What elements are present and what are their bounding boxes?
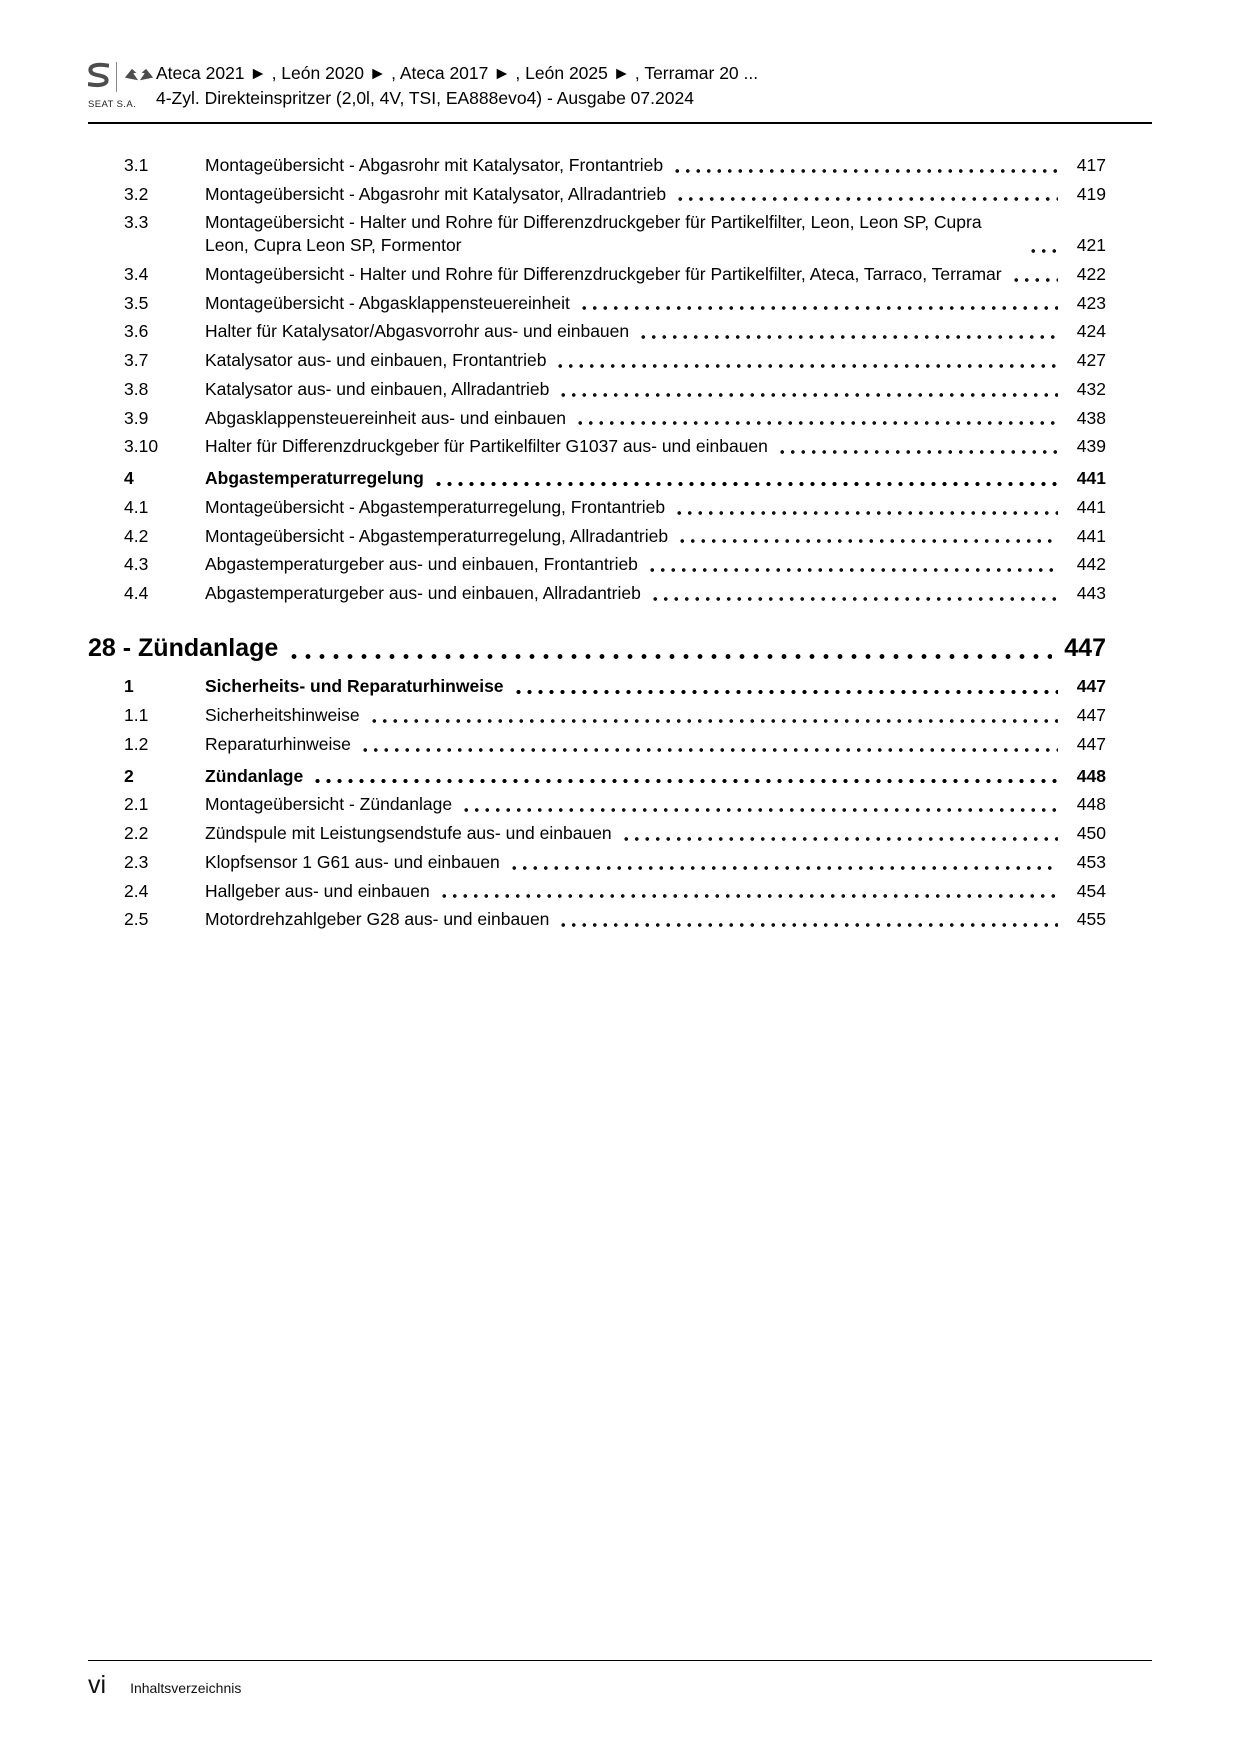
toc xyxy=(88,154,1152,931)
toc-entry-number: 3.3 xyxy=(124,212,149,233)
toc-entry-page: 417 xyxy=(1076,154,1106,175)
toc-entry-page: 438 xyxy=(1076,407,1106,428)
toc-entry-page: 443 xyxy=(1076,583,1106,603)
dot-leader xyxy=(433,481,1058,487)
toc-entry-number: 2.4 xyxy=(124,880,149,901)
toc-entry-title: 28 - Zündanlage xyxy=(88,633,279,662)
toc-entry-page: 422 xyxy=(1076,263,1106,284)
toc-entry xyxy=(88,211,1106,257)
toc-entry-title: Katalysator aus- und einbauen, Frontantrieb xyxy=(205,350,547,370)
toc-entry-number: 4 xyxy=(124,468,134,488)
toc-entry xyxy=(88,183,1106,206)
dot-leader xyxy=(558,392,1058,398)
toc-entry-number: 3.8 xyxy=(124,378,149,399)
dot-leader xyxy=(621,836,1058,842)
toc-entry-number: 2.1 xyxy=(124,794,149,815)
toc-entry-number: 3.4 xyxy=(124,263,149,284)
toc-entry-title: Zündanlage xyxy=(205,765,304,786)
toc-entry-title: Reparaturhinweise xyxy=(205,733,351,754)
dot-leader xyxy=(777,449,1058,455)
dot-leader xyxy=(461,807,1058,813)
toc-entry-title: Montageübersicht - Halter und Rohre für Differenzdruckgeber für Partikelfilter, Ateca, Tarraco, Terramar xyxy=(205,263,1002,284)
toc-entry-page: 447 xyxy=(1076,676,1106,697)
header-subtitle: 4-Zyl. Direkteinspritzer (2,0l, 4V, TSI, EA888evo4) - Ausgabe 07.2024 xyxy=(156,88,694,109)
dot-leader xyxy=(575,420,1058,426)
toc-entry-title: Montageübersicht - Abgasrohr mit Katalysator, Allradantrieb xyxy=(205,183,667,204)
dot-leader xyxy=(555,363,1058,369)
toc-entry-number: 1.2 xyxy=(124,733,149,754)
dot-leader xyxy=(677,538,1058,544)
dot-leader xyxy=(647,567,1058,573)
toc-entry-page: 441 xyxy=(1076,525,1106,546)
dot-leader xyxy=(1011,277,1058,283)
page-footer xyxy=(88,1660,1152,1700)
brand-block xyxy=(88,60,156,110)
header-models-line: Ateca 2021 ► , León 2020 ► , Ateca 2017 ► , León 2025 ► , Terramar 20 ... xyxy=(156,63,759,83)
toc-chapter-heading xyxy=(88,632,1106,665)
toc-entry-page: 450 xyxy=(1076,823,1106,843)
toc-entry xyxy=(88,378,1106,401)
brand-label: SEAT S.A. xyxy=(88,99,137,110)
toc-entry xyxy=(88,793,1106,816)
toc-entry-page: 453 xyxy=(1076,851,1106,872)
cupra-logo-icon xyxy=(124,67,154,88)
toc-entry-number: 2 xyxy=(124,765,134,786)
toc-entry-title: Sicherheitshinweise xyxy=(205,705,360,725)
toc-entry-number: 4.3 xyxy=(124,554,149,575)
toc-entry-title: Klopfsensor 1 G61 aus- und einbauen xyxy=(205,851,500,872)
dot-leader xyxy=(513,689,1058,695)
dot-leader xyxy=(287,653,1052,660)
dot-leader xyxy=(672,168,1058,174)
toc-entry xyxy=(88,553,1106,576)
toc-entry xyxy=(88,880,1106,903)
toc-entry-page: 439 xyxy=(1076,436,1106,457)
toc-entry-page: 419 xyxy=(1076,183,1106,204)
toc-entry-page: 455 xyxy=(1076,909,1106,930)
toc-entry-title: Montageübersicht - Abgastemperaturregelung, Frontantrieb xyxy=(205,496,666,517)
toc-entry-page: 427 xyxy=(1076,350,1106,370)
toc-entry-number: 3.2 xyxy=(124,183,149,204)
header-rule xyxy=(88,122,1152,124)
toc-entry-title: Hallgeber aus- und einbauen xyxy=(205,880,430,901)
toc-entry-number: 4.4 xyxy=(124,583,149,603)
dot-leader xyxy=(675,196,1058,202)
toc-entry-page: 441 xyxy=(1076,468,1106,488)
toc-entry-page: 447 xyxy=(1064,633,1106,662)
toc-entry-page: 421 xyxy=(1076,235,1106,255)
toc-entry-number: 1 xyxy=(124,676,134,697)
toc-entry xyxy=(88,292,1106,315)
seat-logo-icon xyxy=(88,62,109,93)
toc-entry xyxy=(88,851,1106,874)
toc-entry-number: 3.9 xyxy=(124,407,149,428)
toc-entry-number: 3.7 xyxy=(124,350,149,370)
toc-entry-number: 2.5 xyxy=(124,909,149,930)
toc-entry xyxy=(88,675,1106,698)
toc-entry-number: 3.1 xyxy=(124,154,149,175)
toc-entry xyxy=(88,765,1106,788)
toc-entry xyxy=(88,822,1106,845)
toc-entry-title: Abgastemperaturgeber aus- und einbauen, Frontantrieb xyxy=(205,554,638,575)
toc-entry-title: Montageübersicht - Zündanlage xyxy=(205,794,453,815)
toc-entry-title: Motordrehzahlgeber G28 aus- und einbauen xyxy=(205,909,550,930)
toc-entry-page: 447 xyxy=(1076,733,1106,754)
toc-entry-title: Halter für Differenzdruckgeber für Partikelfilter G1037 aus- und einbauen xyxy=(205,436,768,457)
page-header xyxy=(88,60,1152,112)
toc-entry-title: Montageübersicht - Abgasrohr mit Katalysator, Frontantrieb xyxy=(205,154,664,175)
toc-entry-page: 447 xyxy=(1076,705,1106,725)
header-text xyxy=(156,60,758,112)
dot-leader xyxy=(509,865,1058,871)
dot-leader xyxy=(312,778,1058,784)
toc-entry-title: Montageübersicht - Abgasklappensteuereinheit xyxy=(205,292,570,313)
toc-entry-title: Abgastemperaturgeber aus- und einbauen, Allradantrieb xyxy=(205,583,641,603)
toc-entry-page: 432 xyxy=(1076,378,1106,399)
toc-entry-number: 4.1 xyxy=(124,496,149,517)
dot-leader xyxy=(558,922,1058,928)
toc-entry-page: 454 xyxy=(1076,880,1106,901)
toc-entry xyxy=(88,407,1106,430)
dot-leader xyxy=(674,510,1058,516)
dot-leader xyxy=(579,305,1058,311)
toc-entry-page: 448 xyxy=(1076,765,1106,786)
toc-entry-number: 1.1 xyxy=(124,705,149,725)
toc-entry xyxy=(88,349,1106,372)
footer-page-number: vi xyxy=(88,1671,107,1699)
footer-label: Inhaltsverzeichnis xyxy=(130,1680,242,1696)
toc-entry xyxy=(88,263,1106,286)
dot-leader xyxy=(638,334,1058,340)
toc-entry-title: Abgasklappensteuereinheit aus- und einbauen xyxy=(205,407,566,428)
dot-leader xyxy=(650,596,1058,602)
toc-entry xyxy=(88,320,1106,343)
toc-entry-title: Halter für Katalysator/Abgasvorrohr aus- und einbauen xyxy=(205,321,630,342)
toc-entry xyxy=(88,496,1106,519)
toc-entry xyxy=(88,582,1106,605)
toc-entry xyxy=(88,154,1106,177)
toc-entry-page: 424 xyxy=(1076,321,1106,342)
dot-leader xyxy=(439,893,1058,899)
toc-entry xyxy=(88,467,1106,490)
dot-leader xyxy=(1028,248,1058,254)
logo-divider xyxy=(116,62,117,92)
toc-entry-page: 423 xyxy=(1076,292,1106,313)
toc-entry-title: Montageübersicht - Abgastemperaturregelung, Allradantrieb xyxy=(205,525,669,546)
toc-entry xyxy=(88,908,1106,931)
toc-entry-number: 4.2 xyxy=(124,525,149,546)
toc-entry xyxy=(88,733,1106,756)
toc-entry xyxy=(88,435,1106,458)
toc-entry-number: 3.6 xyxy=(124,321,149,342)
toc-entry-number: 2.3 xyxy=(124,851,149,872)
toc-entry xyxy=(88,704,1106,727)
toc-entry-page: 441 xyxy=(1076,496,1106,517)
toc-entry xyxy=(88,525,1106,548)
dot-leader xyxy=(360,747,1058,753)
toc-entry-number: 3.5 xyxy=(124,292,149,313)
toc-entry-title: Katalysator aus- und einbauen, Allradantrieb xyxy=(205,378,550,399)
toc-entry-page: 448 xyxy=(1076,794,1106,815)
toc-entry-title: Sicherheits- und Reparaturhinweise xyxy=(205,676,504,697)
toc-entry-title: Abgastemperaturregelung xyxy=(205,468,424,488)
toc-entry-page: 442 xyxy=(1076,554,1106,575)
toc-entry-number: 3.10 xyxy=(124,436,159,457)
toc-entry-title: Montageübersicht - Halter und Rohre für Differenzdruckgeber für Partikelfilter, Leon, Leon SP, Cupra Leon, Cupra Leon SP, Formentor xyxy=(205,212,982,255)
toc-entry-title: Zündspule mit Leistungsendstufe aus- und einbauen xyxy=(205,823,612,843)
toc-entry-number: 2.2 xyxy=(124,823,149,843)
dot-leader xyxy=(369,718,1058,724)
